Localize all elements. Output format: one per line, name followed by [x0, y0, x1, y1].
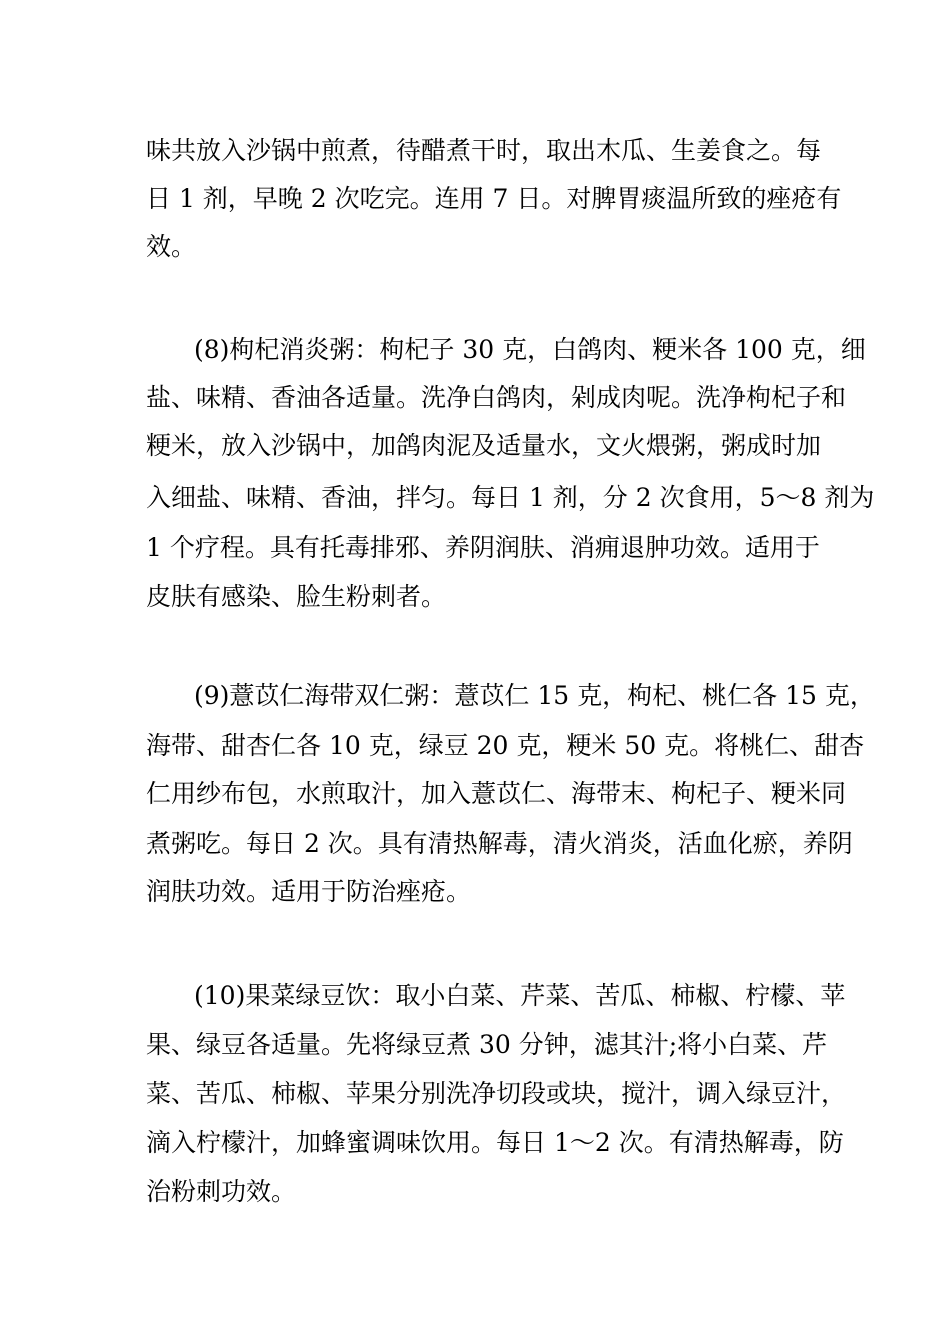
paragraph-4-line-4: 滴入柠檬汁，加蜂蜜调味饮用。每日 1～2 次。有清热解毒，防	[146, 1128, 844, 1157]
paragraph-2-line-3: 粳米，放入沙锅中，加鸽肉泥及适量水，文火煨粥，粥成时加	[146, 431, 822, 460]
paragraph-3-line-1: (9)薏苡仁海带双仁粥：薏苡仁 15 克，枸杞、桃仁各 15 克，	[194, 681, 875, 710]
paragraph-1-line-3: 效。	[146, 232, 197, 261]
paragraph-2-line-5: 1 个疗程。具有托毒排邪、养阴润肤、消痈退肿功效。适用于	[146, 533, 820, 562]
paragraph-4-line-2: 果、绿豆各适量。先将绿豆煮 30 分钟，滤其汁;将小白菜、芹	[146, 1030, 828, 1059]
paragraph-3-line-3: 仁用纱布包，水煎取汁，加入薏苡仁、海带末、枸杞子、粳米同	[146, 779, 847, 808]
paragraph-4-line-3: 菜、苦瓜、柿椒、苹果分别洗净切段或块，搅汁，调入绿豆汁，	[146, 1079, 847, 1108]
paragraph-3-line-5: 润肤功效。适用于防治痤疮。	[146, 877, 472, 906]
paragraph-2-line-6: 皮肤有感染、脸生粉刺者。	[146, 582, 447, 611]
paragraph-2-line-4: 入细盐、味精、香油，拌匀。每日 1 剂，分 2 次食用，5～8 剂为	[146, 483, 875, 512]
paragraph-2-line-2: 盐、味精、香油各适量。洗净白鸽肉，剁成肉呢。洗净枸杞子和	[146, 383, 847, 412]
paragraph-1-line-2: 日 1 剂，早晚 2 次吃完。连用 7 日。对脾胃痰温所致的痤疮有	[146, 184, 842, 213]
paragraph-3-line-2: 海带、甜杏仁各 10 克，绿豆 20 克，粳米 50 克。将桃仁、甜杏	[146, 731, 865, 760]
paragraph-2-line-1: (8)枸杞消炎粥：枸杞子 30 克，白鸽肉、粳米各 100 克，细	[194, 335, 866, 364]
paragraph-1-line-1: 味共放入沙锅中煎煮，待醋煮干时，取出木瓜、生姜食之。每	[146, 136, 822, 165]
paragraph-4-line-5: 治粉刺功效。	[146, 1177, 297, 1206]
paragraph-3-line-4: 煮粥吃。每日 2 次。具有清热解毒，清火消炎，活血化瘀，养阴	[146, 829, 853, 858]
paragraph-4-line-1: (10)果菜绿豆饮：取小白菜、芹菜、苦瓜、柿椒、柠檬、苹	[194, 981, 846, 1010]
